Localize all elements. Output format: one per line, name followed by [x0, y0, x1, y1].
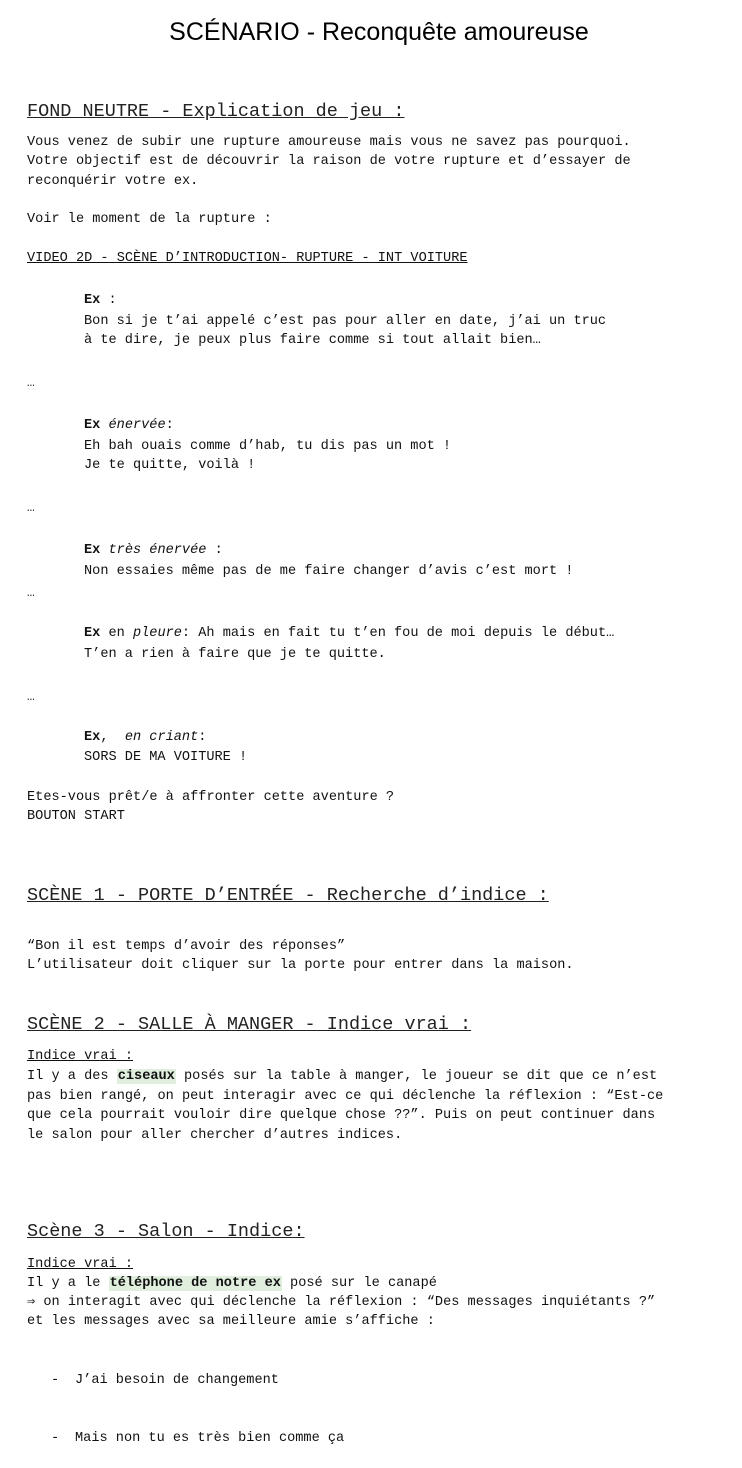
- scene2-subheading: Indice vrai :: [27, 1049, 134, 1064]
- intro-paragraph: Vous venez de subir une rupture amoureuse mais vous ne savez pas pourquoi. Votre objectif est de découvrir la raison de votre rupture et d’essayer de reconquérir votre ex.: [27, 135, 631, 189]
- stage-direction: très énervée: [108, 543, 207, 558]
- video-heading: VIDEO 2D - SCÈNE D’INTRODUCTION- RUPTURE - INT VOITURE: [27, 251, 468, 266]
- intro-closing: Etes-vous prêt/e à affronter cette aventure ? BOUTON START: [27, 790, 395, 825]
- ellipsis: …: [27, 375, 35, 390]
- dialogue-3-speaker-line: Ex très énervée :: [84, 543, 223, 558]
- scene2-line1: Il y a des ciseaux posés sur la table à manger, le joueur se dit que ce n’est: [27, 1069, 658, 1084]
- stage-direction: énervée: [108, 418, 166, 433]
- dialogue-3-text: Non essaies même pas de me faire changer d’avis c’est mort !: [84, 564, 574, 579]
- scene3-line1: Il y a le téléphone de notre ex posé sur le canapé: [27, 1276, 437, 1291]
- speaker-name: Ex: [84, 543, 101, 558]
- dialogue-1-text: Bon si je t’ai appelé c’est pas pour aller en date, j’ai un truc à te dire, je peux plus faire comme si tout allait bien…: [84, 314, 607, 349]
- dialogue-1-speaker-line: Ex :: [84, 293, 117, 308]
- scene3-text: ⇒ on interagit avec qui déclenche la réflexion : “Des messages inquiétants ?” et les messages avec sa meilleure amie s’affiche :: [27, 1295, 656, 1330]
- intro-heading: FOND NEUTRE - Explication de jeu :: [27, 101, 405, 122]
- stage-direction: pleure: [132, 626, 182, 641]
- scene3-heading: Scène 3 - Salon - Indice:: [27, 1221, 305, 1242]
- ellipsis: …: [27, 585, 35, 600]
- speaker-name: Ex: [84, 418, 101, 433]
- scene2-text: pas bien rangé, on peut interagir avec ce qui déclenche la réflexion : “Est-ce que cela pourrait vouloir dire quelque chose ??”. Puis on peut continuer dans le salon pour aller chercher d’autres indices.: [27, 1089, 664, 1143]
- dialogue-5-text: SORS DE MA VOITURE !: [84, 750, 248, 765]
- ellipsis: …: [27, 500, 35, 515]
- stage-direction: en criant: [124, 730, 199, 745]
- speaker-name: Ex: [84, 626, 101, 641]
- list-item: - Mais non tu es très bien comme ça: [27, 1429, 344, 1448]
- message-list: [27, 1332, 344, 1468]
- document-title: SCÉNARIO - Reconquête amoureuse: [169, 18, 589, 46]
- list-item: - J’ai besoin de changement: [27, 1371, 344, 1390]
- intro-see-breakup: Voir le moment de la rupture :: [27, 212, 272, 227]
- highlighted-clue: téléphone de notre ex: [109, 1276, 281, 1291]
- dialogue-4-text: T’en a rien à faire que je te quitte.: [84, 647, 386, 662]
- scene2-heading: SCÈNE 2 - SALLE À MANGER - Indice vrai :: [27, 1014, 472, 1035]
- speaker-name: Ex: [84, 293, 101, 308]
- dialogue-2-text: Eh bah ouais comme d’hab, tu dis pas un mot ! Je te quitte, voilà !: [84, 439, 452, 474]
- dialogue-5-speaker-line: Ex, en criant:: [84, 730, 207, 745]
- scene1-heading: SCÈNE 1 - PORTE D’ENTRÉE - Recherche d’indice :: [27, 885, 549, 906]
- dialogue-4-speaker-line: Ex en pleure: Ah mais en fait tu t’en fou de moi depuis le début…: [84, 626, 615, 641]
- ellipsis: …: [27, 689, 35, 704]
- scene3-subheading: Indice vrai :: [27, 1257, 134, 1272]
- speaker-name: Ex: [84, 730, 101, 745]
- scene1-text: “Bon il est temps d’avoir des réponses” L’utilisateur doit cliquer sur la porte pour entrer dans la maison.: [27, 939, 574, 974]
- highlighted-clue: ciseaux: [117, 1069, 175, 1084]
- dialogue-2-speaker-line: Ex énervée:: [84, 418, 174, 433]
